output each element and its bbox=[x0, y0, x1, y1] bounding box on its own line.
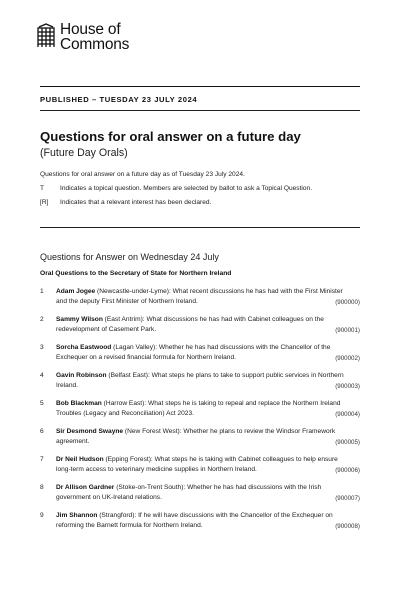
question-ref: (900007) bbox=[335, 494, 360, 502]
question-number: 2 bbox=[40, 316, 44, 323]
member-name: Dr Allison Gardner bbox=[56, 484, 115, 491]
question-number: 4 bbox=[40, 372, 44, 379]
member-name: Sorcha Eastwood bbox=[56, 344, 112, 351]
constituency: (Strangford): bbox=[97, 512, 139, 519]
question-text: Whether he has had discussions with the Irish government on UK-Ireland relations. bbox=[56, 484, 322, 502]
question-body bbox=[56, 511, 346, 532]
question-number: 8 bbox=[40, 484, 44, 491]
constituency: (Epping Forest): bbox=[103, 456, 155, 463]
question-text: If he will have discussions with the Chancellor of the Exchequer on reforming the Barnett formula for Northern Ireland. bbox=[56, 512, 333, 530]
member-name: Gavin Robinson bbox=[56, 372, 107, 379]
constituency: (Belfast East): bbox=[106, 372, 152, 379]
legend-topical bbox=[40, 185, 312, 192]
constituency: (East Antrim): bbox=[102, 316, 147, 323]
legend-text: Indicates that a relevant interest has been declared. bbox=[60, 199, 212, 206]
legend-text: Indicates a topical question. Members are selected by ballot to ask a Topical Question. bbox=[60, 185, 313, 192]
logo-text bbox=[60, 22, 129, 52]
question-text: Whether he plans to review the Windsor Framework agreement. bbox=[56, 428, 336, 446]
question-body bbox=[56, 343, 346, 364]
legend-key: T bbox=[40, 185, 45, 192]
question-ref: (900008) bbox=[335, 522, 360, 530]
question-number: 6 bbox=[40, 428, 44, 435]
legend-key: [R] bbox=[40, 199, 49, 206]
question-body bbox=[56, 399, 346, 420]
question-body bbox=[56, 371, 346, 392]
document-subtitle: (Future Day Orals) bbox=[40, 147, 128, 159]
question-number: 9 bbox=[40, 512, 44, 519]
question-ref: (900004) bbox=[335, 410, 360, 418]
question-body bbox=[56, 483, 346, 504]
question-text: What steps he is taking with Cabinet colleagues to help ensure long-term access to veterinary medicine supplies in Northern Ireland. bbox=[56, 456, 338, 474]
question-ref: (900003) bbox=[335, 382, 360, 390]
question-body bbox=[56, 287, 346, 308]
divider bbox=[40, 110, 360, 111]
constituency: (Newcastle-under-Lyme): bbox=[95, 288, 173, 295]
question-ref: (900005) bbox=[335, 438, 360, 446]
constituency: (New Forest West): bbox=[123, 428, 184, 435]
legend-interest bbox=[40, 199, 211, 206]
member-name: Bob Blackman bbox=[56, 400, 102, 407]
member-name: Dr Neil Hudson bbox=[56, 456, 104, 463]
divider bbox=[40, 227, 360, 228]
question-text: What recent discussions he has had with the First Minister and the deputy First Minister of Northern Ireland. bbox=[56, 288, 343, 306]
member-name: Sir Desmond Swayne bbox=[56, 428, 124, 435]
question-text: Whether he has had discussions with the Chancellor of the Exchequer on a revised financial formula for Northern Ireland. bbox=[56, 344, 331, 362]
question-text: What discussions he has had with Cabinet colleagues on the redevelopment of Casement Park. bbox=[56, 316, 324, 334]
question-number: 1 bbox=[40, 288, 44, 295]
question-number: 5 bbox=[40, 400, 44, 407]
constituency: (Lagan Valley): bbox=[111, 344, 159, 351]
question-number: 7 bbox=[40, 456, 44, 463]
house-of-commons-logo bbox=[36, 22, 129, 52]
constituency: (Stoke-on-Trent South): bbox=[114, 484, 188, 491]
member-name: Adam Jogee bbox=[56, 288, 96, 295]
intro-text: Questions for oral answer on a future day as of Tuesday 23 July 2024. bbox=[40, 171, 245, 178]
divider bbox=[40, 86, 360, 87]
portcullis-icon bbox=[36, 23, 56, 49]
question-text: What steps he is taking to repeal and replace the Northern Ireland Troubles (Legacy and Reconciliation) Act 2023. bbox=[56, 400, 341, 418]
logo-line-2: Commons bbox=[60, 36, 130, 53]
question-ref: (900001) bbox=[335, 326, 360, 334]
question-body bbox=[56, 427, 346, 448]
question-ref: (900000) bbox=[335, 298, 360, 306]
member-name: Sammy Wilson bbox=[56, 316, 103, 323]
document-title: Questions for oral answer on a future day bbox=[40, 129, 301, 144]
question-body bbox=[56, 455, 346, 476]
section-heading: Questions for Answer on Wednesday 24 July bbox=[40, 252, 219, 262]
department-heading: Oral Questions to the Secretary of State for Northern Ireland bbox=[40, 270, 232, 277]
question-text: What steps he plans to take to support public services in Northern Ireland. bbox=[56, 372, 344, 390]
question-body bbox=[56, 315, 346, 336]
logo-line-1: House of bbox=[60, 21, 121, 38]
question-ref: (900002) bbox=[335, 354, 360, 362]
question-ref: (900006) bbox=[335, 466, 360, 474]
constituency: (Harrow East): bbox=[101, 400, 148, 407]
published-date: PUBLISHED – TUESDAY 23 JULY 2024 bbox=[40, 95, 198, 104]
question-number: 3 bbox=[40, 344, 44, 351]
member-name: Jim Shannon bbox=[56, 512, 98, 519]
